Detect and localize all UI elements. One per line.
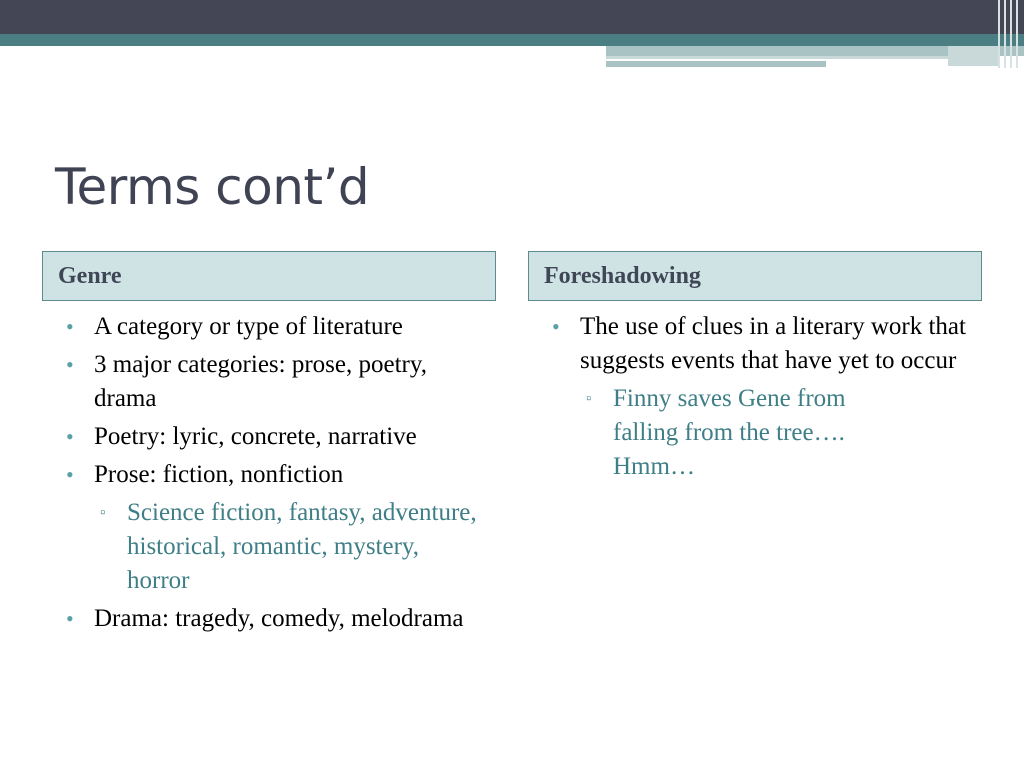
item-text: Drama: tragedy, comedy, melodrama (94, 605, 464, 632)
decor-stripe (1004, 0, 1006, 68)
bullet-icon: • (66, 424, 74, 449)
list-item (66, 420, 486, 454)
bullet-icon: • (66, 462, 74, 487)
decor-stripe (1016, 0, 1018, 68)
sub-list-item (552, 382, 913, 484)
foreshadowing-list (552, 310, 972, 488)
item-text: Finny saves Gene from falling from the tree…. Hmm… (613, 385, 846, 480)
list-item (66, 602, 486, 636)
item-text: 3 major categories: prose, poetry, drama (94, 351, 427, 412)
top-band-light-short (606, 61, 826, 67)
decor-stripe (1010, 0, 1012, 68)
item-text: Poetry: lyric, concrete, narrative (94, 423, 417, 450)
item-text: A category or type of literature (94, 313, 403, 340)
item-text: Prose: fiction, nonfiction (94, 461, 344, 488)
decor-stripe (998, 0, 1000, 68)
top-band-right-block (948, 46, 998, 66)
sub-bullet-icon: ▫ (100, 505, 106, 521)
bullet-icon: • (66, 314, 74, 339)
list-item (66, 310, 486, 344)
item-text: The use of clues in a literary work that suggests events that have yet to occur (580, 313, 966, 374)
foreshadowing-header: Foreshadowing (528, 251, 982, 301)
item-text: Science fiction, fantasy, adventure, historical, romantic, mystery, horror (127, 499, 477, 594)
bullet-icon: • (66, 352, 74, 377)
slide-title: Terms cont’d (55, 158, 370, 216)
top-band-teal (0, 34, 1024, 46)
top-band-line (606, 56, 948, 59)
bullet-icon: • (552, 314, 560, 339)
list-item (66, 348, 486, 416)
bullet-icon: • (66, 606, 74, 631)
top-band-dark (0, 0, 1024, 34)
genre-list (66, 310, 486, 640)
list-item (552, 310, 972, 378)
genre-header: Genre (42, 251, 496, 301)
sub-bullet-icon: ▫ (586, 391, 592, 407)
list-item (66, 458, 486, 492)
sub-list-item (66, 496, 486, 598)
